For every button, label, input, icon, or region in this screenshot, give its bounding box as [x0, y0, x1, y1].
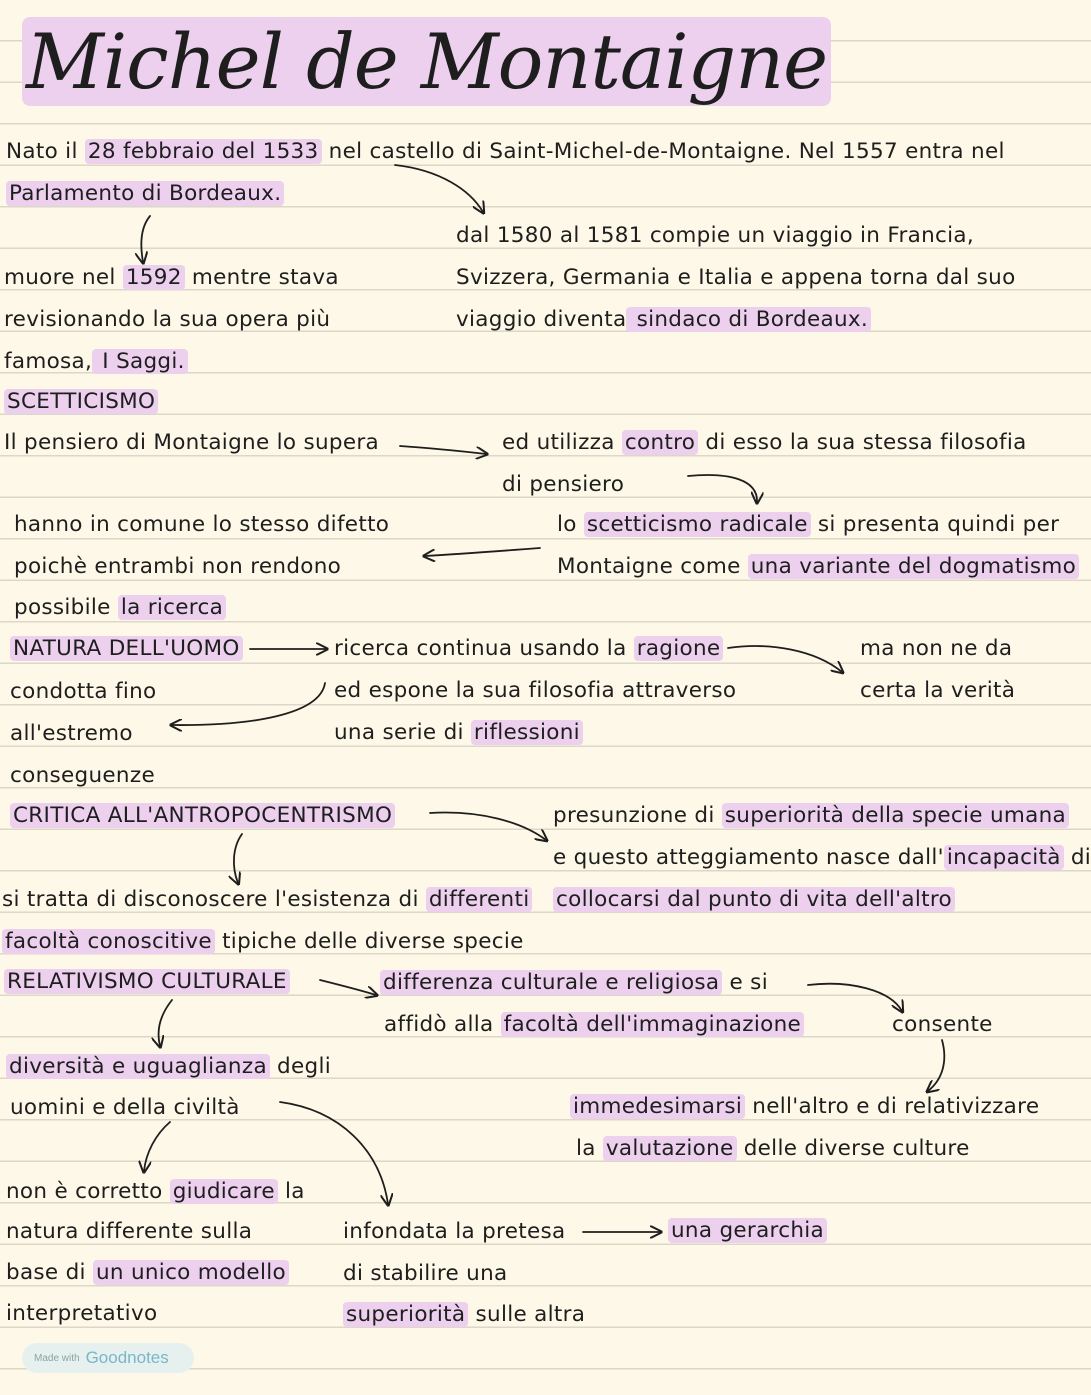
note-line-birth [6, 138, 1005, 166]
arrow-relativismo-to-differenza [320, 980, 376, 995]
arrow-supera-to-contro [400, 446, 486, 454]
highlighted-text: valutazione [603, 1136, 737, 1161]
text-segment: di stabilire una [343, 1261, 508, 1286]
note-line-riflessioni [334, 719, 583, 747]
highlighted-text: superiorità della specie umana [722, 803, 1069, 828]
text-segment: mentre stava [184, 265, 339, 290]
arrow-pensiero-to-radicale [688, 475, 757, 502]
highlighted-text: superiorità [343, 1302, 468, 1327]
note-line-ricerca [14, 594, 226, 622]
text-segment: Montaigne come [557, 554, 748, 579]
highlighted-text: 1592 [123, 265, 185, 290]
text-segment: si tratta di disconoscere l'esistenza di [2, 887, 426, 912]
text-segment: ricerca continua usando la [334, 636, 634, 661]
highlighted-text: un unico modello [93, 1260, 289, 1285]
highlighted-text: la ricerca [118, 595, 226, 620]
highlighted-text: una variante del dogmatismo [748, 554, 1079, 579]
highlighted-text: collocarsi dal punto di vita dell'altro [553, 887, 955, 912]
text-segment: hanno in comune lo stesso difetto [14, 512, 390, 537]
highlighted-text: NATURA DELL'UOMO [10, 636, 243, 661]
text-segment: una serie di [334, 720, 471, 745]
note-line-di-pensiero [502, 471, 624, 499]
text-segment: Il pensiero di Montaigne lo supera [4, 430, 379, 455]
note-line-supera [4, 429, 379, 457]
highlighted-text: contro [622, 430, 698, 455]
text-segment: sulle altra [468, 1302, 586, 1327]
text-segment: poichè entrambi non rendono [14, 554, 342, 579]
note-line-superiorita [343, 1301, 585, 1329]
note-line-mayor [456, 306, 871, 334]
badge-brand: Goodnotes [85, 1348, 169, 1367]
text-segment: natura differente sulla [6, 1219, 253, 1244]
highlighted-text: facoltà dell'immaginazione [501, 1012, 804, 1037]
title-highlight: Michel de Montaigne [22, 17, 831, 106]
text-segment: famosa, [4, 349, 93, 374]
note-line-collocarsi [553, 886, 955, 914]
text-segment: uomini e della civiltà [10, 1095, 240, 1120]
note-line-contro [502, 429, 1027, 457]
arrow-ragione-to-ma-non [728, 646, 842, 672]
note-line-scetticismo-radicale [557, 511, 1059, 539]
note-line-difetto [14, 511, 389, 539]
note-line-gerarchia [668, 1217, 827, 1245]
text-segment: base di [6, 1260, 93, 1285]
section-heading-relativismo [4, 968, 290, 996]
text-segment: condotta fino [10, 679, 157, 704]
note-line-non-rendono [14, 553, 341, 581]
text-segment: affidò alla [384, 1012, 501, 1037]
note-line-espone [334, 677, 736, 705]
text-segment: Svizzera, Germania e Italia e appena torna dal suo [456, 265, 1016, 290]
note-line-stabilire [343, 1260, 508, 1288]
text-segment: nell'altro e di relativizzare [745, 1094, 1040, 1119]
note-line-natura-differente [6, 1218, 252, 1246]
note-line-disconoscere [2, 886, 532, 914]
text-segment: interpretativo [6, 1301, 158, 1326]
highlighted-text: diversità e uguaglianza [6, 1054, 270, 1079]
note-line-journey-1 [456, 222, 974, 250]
arrow-civilta-to-giudicare [144, 1122, 170, 1171]
highlighted-text: RELATIVISMO CULTURALE [4, 969, 290, 994]
highlighted-text: riflessioni [471, 720, 583, 745]
text-segment: revisionando la sua opera più [4, 307, 331, 332]
badge-made-with: Made with [34, 1352, 80, 1364]
highlighted-text: Parlamento di Bordeaux. [6, 181, 284, 206]
section-heading-scetticismo [4, 388, 158, 416]
text-segment: degli [269, 1054, 332, 1079]
note-line-diversita [6, 1053, 331, 1081]
note-line-valutazione [576, 1135, 970, 1163]
highlighted-text: giudicare [170, 1179, 278, 1204]
highlighted-text: immedesimarsi [570, 1094, 745, 1119]
text-segment: di esso la sua stessa filosofia [698, 430, 1027, 455]
text-segment: non è corretto [6, 1179, 170, 1204]
text-segment: tipiche delle diverse specie [214, 929, 524, 954]
highlighted-text: facoltà conoscitive [2, 929, 215, 954]
note-line-condotta [10, 678, 157, 706]
text-segment: ed utilizza [502, 430, 622, 455]
arrow-consente-to-immedesimarsi [928, 1040, 944, 1091]
arrow-si-to-consente [808, 984, 902, 1011]
text-segment: Nato il [6, 139, 85, 164]
text-segment: certa la verità [860, 678, 1016, 703]
text-segment: di [1063, 845, 1091, 870]
note-line-parliament [6, 180, 284, 208]
text-segment: nel castello di Saint-Michel-de-Montaigne. Nel 1557 entra nel [321, 139, 1005, 164]
note-line-immaginazione [384, 1011, 804, 1039]
note-line-verita [860, 677, 1015, 705]
text-segment: viaggio diventa [456, 307, 627, 332]
arrow-critica-to-presunzione [430, 813, 546, 840]
note-line-estremo [10, 720, 133, 748]
note-line-essays [4, 348, 188, 376]
note-line-presunzione [553, 802, 1069, 830]
note-line-ragione [334, 635, 723, 663]
note-line-consente [892, 1011, 993, 1039]
highlighted-text: SCETTICISMO [4, 389, 158, 414]
arrow-critica-to-disconoscere [234, 834, 242, 883]
highlighted-text: CRITICA ALL'ANTROPOCENTRISMO [10, 803, 395, 828]
arrow-castello-to-journey [395, 165, 483, 212]
note-line-giudicare [6, 1178, 305, 1206]
note-line-conseguenze [10, 762, 155, 790]
note-line-facolta [2, 928, 524, 956]
text-segment: lo [557, 512, 584, 537]
text-segment: ed espone la sua filosofia attraverso [334, 678, 737, 703]
note-line-ma-non [860, 635, 1012, 663]
text-segment: ma non ne da [860, 636, 1013, 661]
highlighted-text: ragione [634, 636, 724, 661]
text-segment: di pensiero [502, 472, 625, 497]
note-line-civilta [10, 1094, 240, 1122]
highlighted-text: incapacità [944, 845, 1064, 870]
goodnotes-badge [22, 1343, 194, 1373]
highlighted-text: differenti [426, 887, 533, 912]
arrow-dogmatismo-to-difetto [425, 548, 540, 556]
text-segment: possibile [14, 595, 118, 620]
text-segment: delle diverse culture [736, 1136, 970, 1161]
text-segment: e si [722, 970, 768, 995]
text-segment: consente [892, 1012, 993, 1037]
highlighted-text: sindaco di Bordeaux. [626, 307, 871, 332]
note-line-journey-2 [456, 264, 1016, 292]
text-segment: conseguenze [10, 763, 155, 788]
note-line-dogmatismo [557, 553, 1079, 581]
arrow-espone-to-estremo [172, 683, 325, 725]
text-segment: dal 1580 al 1581 compie un viaggio in Francia, [456, 223, 975, 248]
text-segment: la [576, 1136, 603, 1161]
highlighted-text: una gerarchia [668, 1218, 827, 1243]
note-line-pretesa [343, 1218, 565, 1246]
arrow-relativismo-to-diversita [159, 1000, 173, 1046]
note-line-interpretativo [6, 1300, 157, 1328]
highlighted-text: I Saggi. [92, 349, 188, 374]
note-line-modello [6, 1259, 289, 1287]
note-line-death-2 [4, 306, 330, 334]
arrow-parliament-to-death [141, 216, 150, 262]
section-heading-natura-uomo [10, 635, 243, 663]
text-segment: all'estremo [10, 721, 133, 746]
text-segment: la [277, 1179, 305, 1204]
note-line-death-1 [4, 264, 339, 292]
highlighted-text: 28 febbraio del 1533 [85, 139, 322, 164]
text-segment: si presenta quindi per [810, 512, 1060, 537]
section-heading-antropocentrismo [10, 802, 395, 830]
text-segment: e questo atteggiamento nasce dall' [553, 845, 944, 870]
highlighted-text: differenza culturale e religiosa [380, 970, 722, 995]
text-segment: presunzione di [553, 803, 722, 828]
page-title [22, 12, 831, 112]
note-line-incapacita [553, 844, 1091, 872]
text-segment: infondata la pretesa [343, 1219, 566, 1244]
highlighted-text: scetticismo radicale [584, 512, 811, 537]
note-line-immedesimarsi [570, 1093, 1039, 1121]
note-line-differenza [380, 969, 768, 997]
text-segment: muore nel [4, 265, 123, 290]
